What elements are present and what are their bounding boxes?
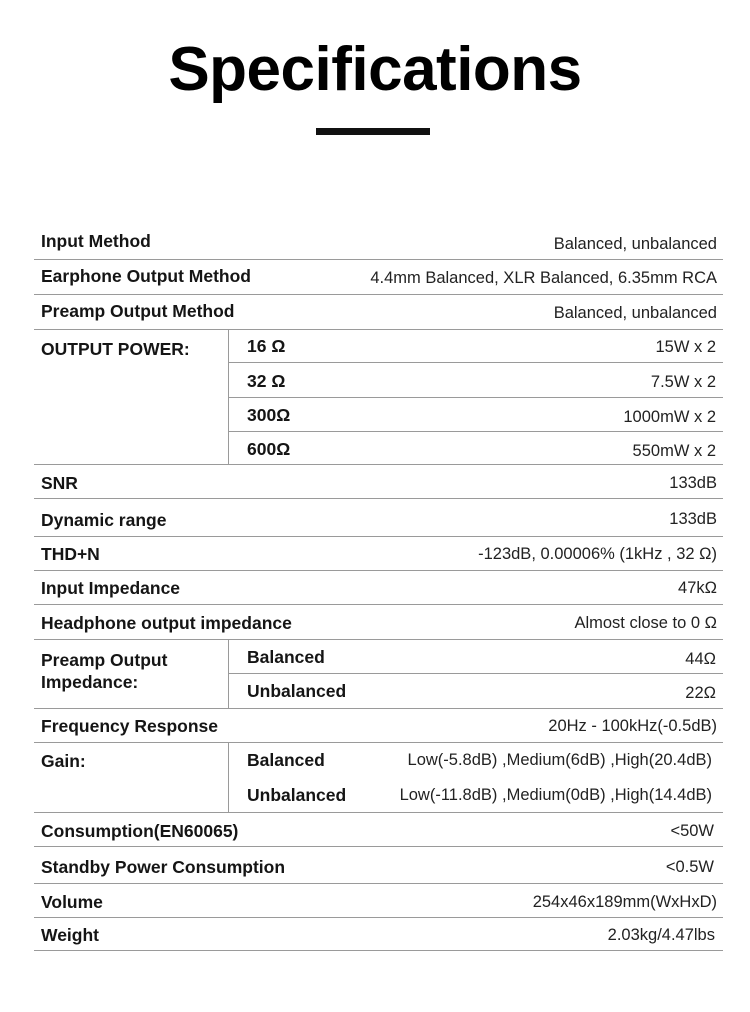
spec-subvalue: Low(-11.8dB) ,Medium(0dB) ,High(14.4dB) [399,786,712,804]
spec-value: -123dB, 0.00006% (1kHz , 32 Ω) [478,545,717,563]
spec-label: Earphone Output Method [41,266,251,286]
spec-group-output-power [34,330,723,465]
spec-row-frequency-response [34,709,723,743]
spec-value: 20Hz - 100kHz(-0.5dB) [548,717,717,735]
spec-label: Dynamic range [41,510,167,530]
spec-row-earphone-output [34,260,723,295]
spec-sublabel: 16 Ω [247,336,286,356]
spec-label: OUTPUT POWER: [41,339,190,359]
spec-value: <0.5W [665,858,714,876]
spec-subrow-balanced [228,640,723,674]
spec-row-dynamic-range [34,499,723,537]
spec-label-line1: Preamp Output [41,650,168,670]
spec-label: Preamp Output Method [41,301,235,321]
spec-label: Standby Power Consumption [41,857,286,877]
spec-row-standby [34,847,723,884]
spec-subvalue: 1000mW x 2 [623,408,716,426]
spec-table [34,226,723,951]
title-underline [316,128,430,135]
spec-label: Volume [41,892,103,912]
spec-label: Gain: [41,751,86,771]
spec-row-consumption [34,813,723,847]
spec-sublabel: 600Ω [247,439,291,459]
spec-subrow-gain-balanced [228,743,723,778]
spec-sublabel: 32 Ω [247,371,286,391]
spec-value: Balanced, unbalanced [553,235,717,253]
spec-row-volume [34,884,723,918]
spec-subrow-300ohm [228,398,723,432]
spec-subvalue: 15W x 2 [655,338,716,356]
spec-label: SNR [41,473,78,493]
spec-label: Headphone output impedance [41,613,292,633]
spec-row-input-impedance [34,571,723,605]
spec-row-input-method [34,226,723,260]
spec-sublabel: Balanced [247,647,325,667]
page-title: Specifications [168,35,582,104]
spec-row-weight [34,918,723,951]
spec-label: Frequency Response [41,716,218,736]
spec-subvalue: Low(-5.8dB) ,Medium(6dB) ,High(20.4dB) [407,751,712,769]
spec-value: 4.4mm Balanced, XLR Balanced, 6.35mm RCA [370,269,717,287]
spec-value: Balanced, unbalanced [553,304,717,322]
spec-value: 47kΩ [678,579,717,597]
spec-sublabel: Balanced [247,750,325,770]
spec-row-headphone-impedance [34,605,723,640]
spec-value: 133dB [669,474,717,492]
spec-label: THD+N [41,544,100,564]
spec-label-line2: Impedance: [41,672,139,692]
spec-sublabel: 300Ω [247,405,291,425]
spec-subvalue: 550mW x 2 [632,442,716,460]
spec-subrow-600ohm [228,432,723,465]
spec-subvalue: 44Ω [685,650,716,668]
spec-value: 2.03kg/4.47lbs [607,926,715,944]
spec-value: <50W [670,822,714,840]
spec-subvalue: 7.5W x 2 [650,373,716,391]
spec-label: Input Impedance [41,578,181,598]
spec-group-preamp-impedance [34,640,723,709]
spec-group-gain [34,743,723,813]
spec-value: 133dB [669,510,717,528]
spec-label [41,649,167,693]
spec-row-thd [34,537,723,571]
spec-row-preamp-output [34,295,723,330]
spec-row-snr [34,465,723,499]
spec-subrow-32ohm [228,363,723,398]
spec-subvalue: 22Ω [685,684,716,702]
spec-subrow-unbalanced [228,674,723,708]
spec-label: Consumption(EN60065) [41,821,239,841]
spec-subrow-gain-unbalanced [228,778,723,813]
spec-subrow-16ohm [228,330,723,363]
spec-value: Almost close to 0 Ω [574,614,717,632]
spec-sublabel: Unbalanced [247,785,347,805]
spec-value: 254x46x189mm(WxHxD) [532,893,717,911]
spec-sublabel: Unbalanced [247,681,347,701]
spec-label: Weight [41,925,100,945]
spec-label: Input Method [41,231,151,251]
